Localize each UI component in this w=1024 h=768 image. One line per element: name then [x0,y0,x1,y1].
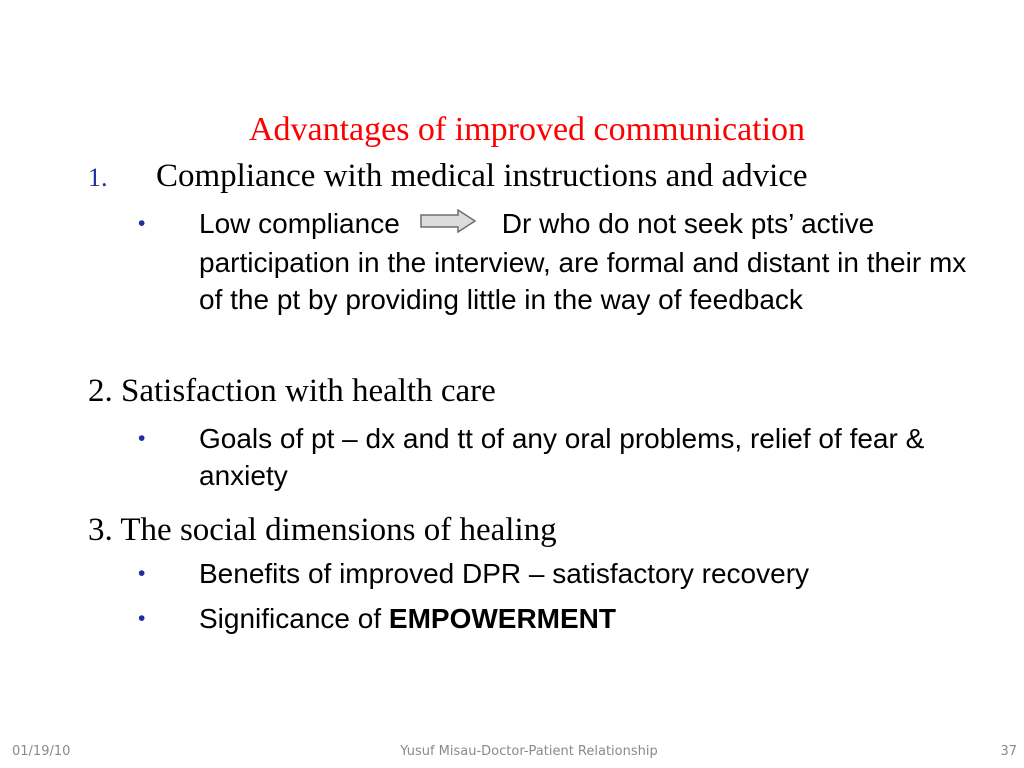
bullet-benefits-dpr: Benefits of improved DPR – satisfactory recovery [199,558,810,589]
slide-title: Advantages of improved communication [248,111,806,148]
bullet-significance-bold: EMPOWERMENT [388,603,616,634]
footer-date: 01/19/10 [12,744,71,759]
section-1-heading-text: Compliance with medical instructions and advice [156,158,808,194]
section-1-heading [88,156,808,198]
bullet-goals-of-pt: Goals of pt – dx and tt of any oral problems, relief of fear & anxiety [199,423,925,491]
section-3-heading: 3. The social dimensions of healing [88,512,557,548]
bullet-marker: • [138,212,146,235]
bullet-low-compliance [199,205,969,318]
footer-page-number: 37 [1000,744,1017,759]
section-2-heading: 2. Satisfaction with health care [88,373,496,409]
right-arrow-icon [420,205,476,242]
bullet-marker: • [138,427,146,450]
bullet-text-after-arrow: Dr who do not seek pts’ active participation in the interview, are formal and distant in their mx of the pt by providing little in the way of feedback [199,208,967,316]
bullet-text-before-arrow: Low compliance [199,208,400,239]
footer-title: Yusuf Misau-Doctor-Patient Relationship [400,744,658,759]
bullet-marker: • [138,607,146,630]
bullet-significance-text: Significance of [199,603,389,634]
section-1-number: 1. [88,163,108,192]
bullet-marker: • [138,562,146,585]
bullet-significance [199,600,969,637]
